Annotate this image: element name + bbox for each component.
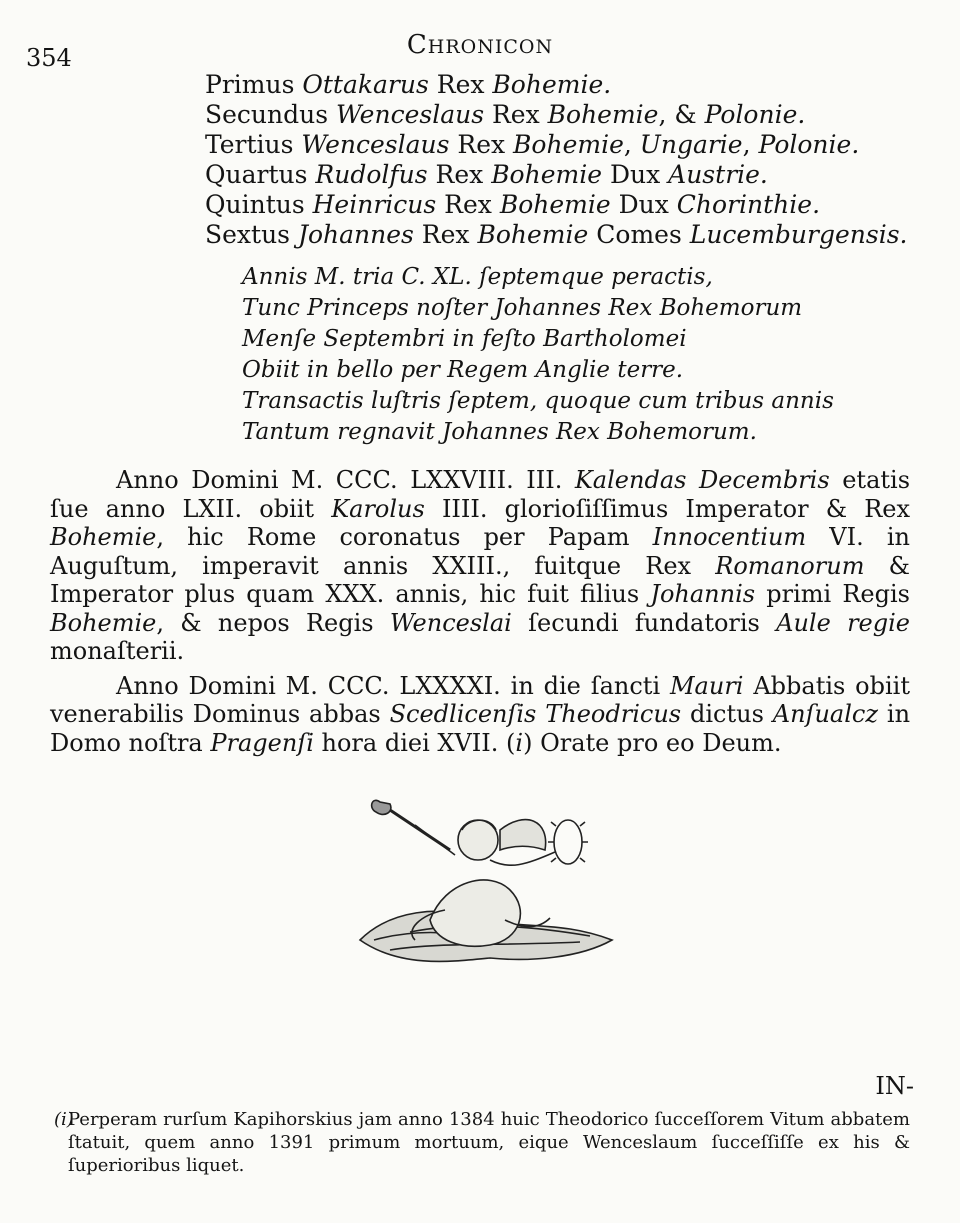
text-segment: , hic Rome coronatus per Papam	[156, 523, 653, 551]
kings-list	[205, 70, 907, 250]
list-segment: Comes	[588, 220, 690, 249]
verse-line: Annis M. tria C. XL. ſeptemque peractis,	[242, 264, 713, 290]
text-segment: Johannis	[650, 580, 756, 608]
text-segment: Scedlicenſis Theodricus	[389, 700, 682, 728]
text-segment: Innocentium	[652, 523, 807, 551]
text-segment: Mauri	[669, 671, 744, 700]
verse-line: Menſe Septembri in feſto Bartholomei	[242, 326, 687, 352]
list-segment: Heinricus	[312, 190, 437, 219]
list-segment: Bohemie	[513, 130, 624, 159]
list-line	[205, 130, 907, 160]
list-segment: Bohemie.	[492, 70, 612, 99]
paragraph	[50, 672, 910, 758]
text-segment: & Imperator plus quam XXX. annis, hic fuit filius	[50, 551, 910, 608]
text-segment: Wenceslai	[389, 608, 512, 637]
list-segment: ,	[623, 130, 640, 159]
list-segment: Bohemie	[477, 220, 589, 249]
list-line	[205, 190, 907, 220]
text-segment: Pragenſi	[210, 728, 314, 757]
text-segment: Kalendas Decembris	[574, 466, 830, 494]
list-line	[205, 160, 907, 190]
text-segment: Aule regie	[776, 608, 910, 637]
paragraph	[50, 466, 910, 666]
list-segment: Rex	[413, 220, 478, 249]
list-segment: Primus	[205, 70, 303, 99]
list-segment: Chorinthie.	[676, 190, 821, 219]
list-segment: Rex	[436, 190, 500, 219]
list-segment: Bohemie	[547, 100, 659, 129]
verse-line: Obiit in bello per Regem Anglie terre.	[242, 357, 684, 383]
list-segment: Lucemburgensis.	[689, 220, 908, 249]
list-segment: Quartus	[205, 160, 316, 189]
text-segment: hora diei XVII. (	[313, 728, 516, 757]
verse-line: Tantum regnavit Johannes Rex Bohemorum.	[242, 419, 757, 445]
list-line	[205, 70, 907, 100]
footnote-mark: (i)	[54, 1109, 74, 1130]
verse-line: Transactis luſtris ſeptem, quoque cum tribus annis	[242, 388, 834, 414]
list-segment: Rex	[484, 100, 548, 129]
list-segment: ,	[742, 130, 759, 159]
verse-line: Tunc Princeps noſter Johannes Rex Bohemorum	[242, 295, 803, 321]
text-segment: i	[515, 728, 524, 757]
list-segment: Tertius	[205, 130, 302, 159]
list-segment: Rex	[449, 130, 514, 159]
list-segment: Johannes	[297, 220, 414, 249]
catchword: IN-	[875, 1072, 914, 1100]
text-segment: Anno Domini M. CCC. LXXVIII. III.	[116, 466, 575, 494]
cherub-ornament	[350, 790, 620, 990]
list-segment: Polonie.	[758, 130, 860, 159]
running-head-rest: HRONICON	[427, 36, 554, 58]
page-number: 354	[26, 44, 72, 72]
text-segment: Karolus	[331, 494, 425, 523]
text-segment: Abbatis obiit venerabilis Dominus abbas	[50, 671, 910, 728]
list-line	[205, 220, 907, 250]
list-segment: Austrie.	[668, 160, 768, 189]
list-segment: Wenceslaus	[301, 130, 450, 159]
text-segment: Bohemie	[50, 523, 157, 551]
list-segment: Ottakarus	[302, 70, 429, 99]
footnote	[54, 1108, 910, 1177]
list-segment: Wenceslaus	[336, 100, 485, 129]
list-segment: Secundus	[205, 100, 337, 129]
text-segment: ſecundi fundatoris	[511, 608, 777, 637]
text-segment: IIII. glorioſiſſimus Imperator & Rex	[424, 494, 911, 523]
list-segment: Rudolfus	[315, 160, 428, 189]
text-segment: primi Regis	[755, 580, 910, 608]
footnote-text: Perperam rurſum Kapihorskius jam anno 1384 huic Theodorico ſucceſſorem Vitum abbatem ſtatuit, quem anno 1391 primum mortuum, eique Wenceslaum ſucceſſiſſe ex his & ſuperioribus liquet.	[68, 1109, 910, 1176]
list-segment: Sextus	[205, 220, 298, 249]
list-segment: Rex	[428, 70, 493, 99]
list-segment: Ungarie	[639, 130, 743, 159]
body-text	[50, 466, 910, 757]
text-segment: Romanorum	[715, 551, 865, 580]
list-segment: Polonie.	[704, 100, 806, 129]
epitaph-verse	[242, 262, 834, 448]
list-line	[205, 100, 907, 130]
text-segment: in Domo noſtra	[50, 700, 911, 757]
text-segment: Bohemie	[50, 608, 157, 637]
text-segment: Anno Domini M. CCC. LXXXXI. in die ſancti	[116, 671, 670, 700]
list-segment: Bohemie	[499, 190, 611, 219]
text-segment: etatis ſue anno LXII. obiit	[50, 466, 911, 523]
list-segment: Dux	[610, 190, 677, 219]
running-head	[0, 30, 960, 60]
list-segment: Rex	[427, 160, 492, 189]
list-segment: Bohemie	[491, 160, 603, 189]
running-head-initial: C	[406, 30, 428, 60]
list-segment: Quintus	[205, 190, 313, 219]
text-segment: , & nepos Regis	[156, 608, 390, 637]
text-segment: ) Orate pro eo Deum.	[523, 728, 782, 757]
text-segment: monaſterii.	[50, 637, 185, 665]
text-segment: dictus	[681, 700, 773, 728]
text-segment: Anſualcz	[772, 700, 878, 728]
list-segment: Dux	[602, 160, 669, 189]
text-segment: VI. in Auguſtum, imperavit annis XXIII., fuitque Rex	[50, 523, 910, 580]
list-segment: , &	[658, 100, 705, 129]
